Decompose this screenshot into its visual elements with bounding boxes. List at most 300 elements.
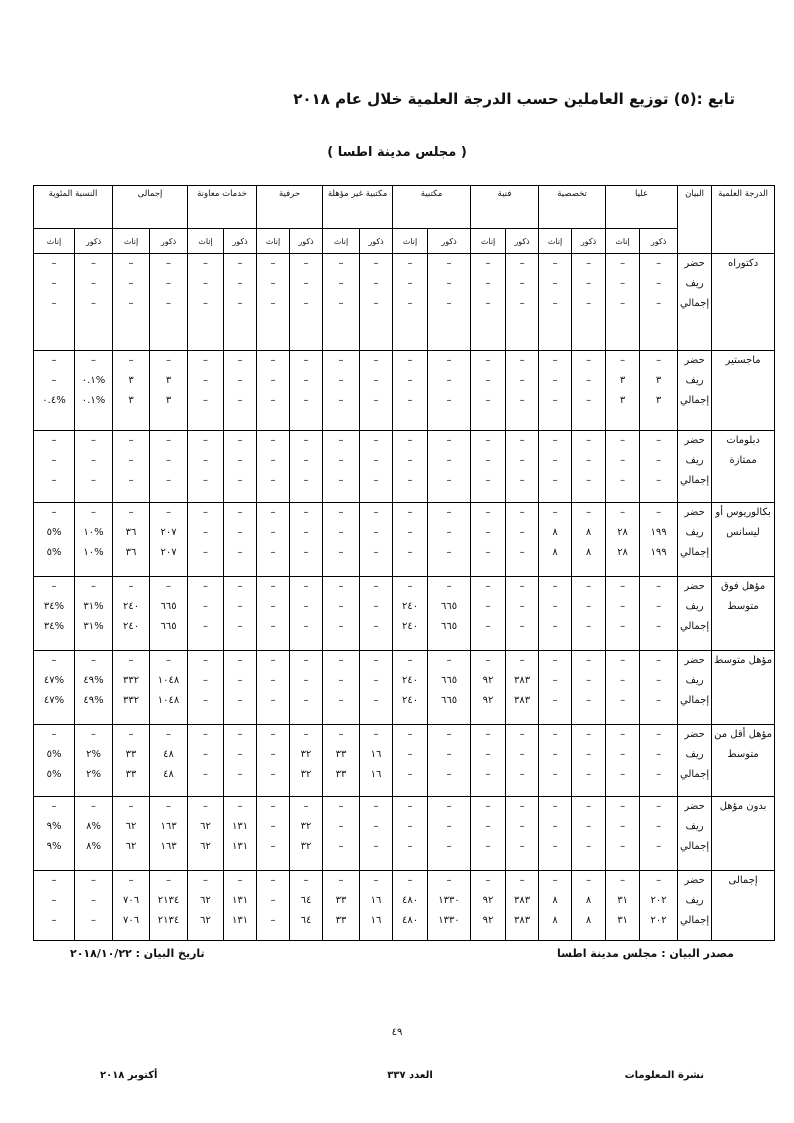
value: %٤٧	[43, 695, 65, 706]
value: –	[485, 375, 491, 386]
value-cell	[290, 351, 323, 431]
value: –	[203, 801, 209, 812]
value: –	[620, 621, 626, 632]
value: –	[303, 278, 309, 289]
value-cell	[323, 431, 360, 503]
value: ١٦٣	[160, 841, 177, 852]
value: ١٣٣٠	[438, 915, 460, 926]
value: –	[203, 298, 209, 309]
value: –	[586, 621, 592, 632]
value: –	[656, 581, 662, 592]
value-cell	[428, 651, 471, 725]
header-group: خدمات معاونة	[188, 186, 257, 229]
value: –	[338, 375, 344, 386]
value: –	[338, 435, 344, 446]
value: –	[128, 729, 134, 740]
value: –	[128, 875, 134, 886]
value: –	[586, 278, 592, 289]
value: ٨	[552, 547, 558, 558]
value-cell	[360, 254, 393, 351]
value: –	[203, 355, 209, 366]
degree-label: مؤهل أقل من متوسط	[712, 725, 775, 797]
value: –	[203, 601, 209, 612]
statement-cell	[678, 254, 712, 351]
table-row	[34, 351, 775, 431]
value: –	[446, 435, 452, 446]
value-cell	[393, 797, 428, 871]
value: –	[519, 581, 525, 592]
value: –	[270, 298, 276, 309]
value-cell	[113, 254, 150, 351]
value: –	[620, 875, 626, 886]
value: –	[166, 278, 172, 289]
value-cell	[428, 797, 471, 871]
value: –	[656, 821, 662, 832]
value: –	[446, 655, 452, 666]
value: –	[303, 601, 309, 612]
value: –	[237, 749, 243, 760]
value: %٤٧	[43, 675, 65, 686]
subheader-females: إناث	[606, 229, 640, 254]
value-cell	[75, 254, 113, 351]
value: ٣	[165, 395, 172, 406]
value: –	[203, 729, 209, 740]
value-cell	[323, 651, 360, 725]
subheader-males: ذكور	[75, 229, 113, 254]
value-cell	[323, 725, 360, 797]
value-cell	[572, 254, 606, 351]
value: –	[237, 527, 243, 538]
statement-label: ريف	[685, 749, 704, 760]
value-cell	[539, 351, 572, 431]
value-cell	[113, 725, 150, 797]
value-cell	[34, 503, 75, 577]
value: ٢٤٠	[401, 621, 419, 632]
value-cell	[150, 431, 188, 503]
value: ١٣٣٠	[438, 895, 460, 906]
value: %٥	[46, 527, 62, 538]
value: –	[237, 547, 243, 558]
value: ٣٢	[300, 749, 312, 760]
value: –	[407, 841, 413, 852]
value: ٩٢	[482, 895, 494, 906]
value-cell	[360, 577, 393, 651]
value-cell	[150, 725, 188, 797]
statement-label: ريف	[685, 601, 704, 612]
value-cell	[34, 577, 75, 651]
value: –	[446, 475, 452, 486]
value: –	[51, 475, 57, 486]
value-cell	[539, 577, 572, 651]
value: –	[338, 801, 344, 812]
value-cell	[323, 503, 360, 577]
value: –	[91, 801, 97, 812]
value: –	[407, 875, 413, 886]
value: –	[586, 749, 592, 760]
value: ١٦	[370, 915, 382, 926]
value-cell	[471, 431, 506, 503]
value: –	[338, 695, 344, 706]
value: ٣٣	[125, 749, 137, 760]
subheader-males: ذكور	[150, 229, 188, 254]
value: –	[237, 695, 243, 706]
value-cell	[113, 577, 150, 651]
value-cell	[360, 797, 393, 871]
value: –	[91, 435, 97, 446]
value: –	[338, 841, 344, 852]
value: ٦٦٥	[440, 601, 458, 612]
value: –	[270, 729, 276, 740]
value: –	[407, 821, 413, 832]
publication-name: نشرة المعلومات	[624, 1070, 704, 1081]
value: ٣٨٣	[514, 675, 531, 686]
value: –	[237, 258, 243, 269]
value: –	[446, 769, 452, 780]
value: ٤٨	[163, 749, 174, 760]
value: –	[656, 875, 662, 886]
value: ٢١٣٤	[157, 895, 180, 906]
value-cell	[75, 725, 113, 797]
value: –	[407, 278, 413, 289]
value-cell	[572, 725, 606, 797]
value-cell	[257, 431, 290, 503]
value: –	[91, 895, 97, 906]
subheader-females: إناث	[471, 229, 506, 254]
value: –	[620, 695, 626, 706]
degree-label: ماجستير	[712, 351, 775, 431]
value: –	[656, 695, 662, 706]
value-cell	[506, 577, 539, 651]
statement-label: حضر	[684, 655, 705, 666]
value-cell	[640, 577, 678, 651]
value: –	[237, 298, 243, 309]
value-cell	[150, 651, 188, 725]
value: –	[237, 675, 243, 686]
value: –	[485, 655, 491, 666]
value: –	[552, 621, 558, 632]
value: –	[586, 581, 592, 592]
value: –	[620, 355, 626, 366]
statement-label: حضر	[684, 258, 705, 269]
value: ٣٢	[300, 841, 312, 852]
value: –	[485, 475, 491, 486]
value-cell	[640, 351, 678, 431]
subheader-females: إناث	[34, 229, 75, 254]
value-cell	[290, 577, 323, 651]
value: –	[552, 695, 558, 706]
value: %٤٩	[83, 675, 104, 686]
value: ٣	[655, 395, 662, 406]
value: %٨	[86, 821, 101, 832]
value-cell	[150, 871, 188, 941]
value-cell	[323, 871, 360, 941]
value: –	[338, 475, 344, 486]
value: –	[166, 298, 172, 309]
value: –	[338, 455, 344, 466]
value-cell	[471, 725, 506, 797]
statement-label: إجمالي	[679, 475, 710, 486]
value-cell	[188, 431, 224, 503]
degree-label: بدون مؤهل	[712, 797, 775, 871]
value: –	[303, 435, 309, 446]
value-cell	[188, 871, 224, 941]
value: –	[373, 841, 379, 852]
value: –	[373, 875, 379, 886]
value: –	[338, 675, 344, 686]
value-cell	[428, 725, 471, 797]
value: –	[128, 455, 134, 466]
value-cell	[75, 431, 113, 503]
value: ٢٨	[617, 527, 628, 538]
value-cell	[606, 871, 640, 941]
value: –	[51, 507, 57, 518]
value: –	[620, 655, 626, 666]
value: –	[237, 455, 243, 466]
value: –	[586, 375, 592, 386]
value: –	[586, 355, 592, 366]
subheader-males: ذكور	[360, 229, 393, 254]
value: –	[407, 435, 413, 446]
table-row	[34, 871, 775, 941]
value: ١٣١	[231, 821, 249, 832]
value: ٦٢	[125, 821, 137, 832]
value: –	[407, 655, 413, 666]
value: –	[656, 507, 662, 518]
value-cell	[75, 577, 113, 651]
value: –	[91, 581, 97, 592]
value-cell	[224, 254, 257, 351]
value: –	[446, 395, 452, 406]
value-cell	[393, 577, 428, 651]
value-cell	[471, 797, 506, 871]
value: –	[485, 769, 491, 780]
value: %٠.٤	[42, 395, 66, 406]
subheader-males: ذكور	[640, 229, 678, 254]
statement-label: حضر	[684, 875, 705, 886]
statement-label: ريف	[685, 895, 704, 906]
value: –	[519, 729, 525, 740]
value: –	[166, 355, 172, 366]
value: –	[373, 801, 379, 812]
value-cell	[34, 797, 75, 871]
value: %٤٩	[83, 695, 104, 706]
value: –	[166, 581, 172, 592]
value-cell	[34, 351, 75, 431]
value-cell	[471, 871, 506, 941]
value: –	[586, 298, 592, 309]
value: –	[519, 841, 525, 852]
value: –	[620, 675, 626, 686]
value: ٨	[552, 915, 558, 926]
value: –	[338, 298, 344, 309]
value-cell	[188, 797, 224, 871]
value: ٣٢	[300, 821, 312, 832]
value-cell	[606, 577, 640, 651]
document-subtitle: ( مجلس مدينة اطسا )	[327, 145, 467, 160]
value: –	[270, 675, 276, 686]
value: –	[446, 801, 452, 812]
value: –	[303, 581, 309, 592]
table-row	[34, 431, 775, 503]
value: –	[620, 601, 626, 612]
value-cell	[188, 651, 224, 725]
value: –	[446, 355, 452, 366]
value: –	[203, 527, 209, 538]
table-row	[34, 577, 775, 651]
subheader-females: إناث	[257, 229, 290, 254]
value: –	[303, 475, 309, 486]
value: –	[338, 621, 344, 632]
value-cell	[290, 871, 323, 941]
value: –	[446, 298, 452, 309]
value: ٢٠٧	[160, 527, 177, 538]
value: –	[519, 655, 525, 666]
value: –	[446, 507, 452, 518]
subheader-females: إناث	[323, 229, 360, 254]
value-cell	[506, 871, 539, 941]
value: –	[407, 375, 413, 386]
value: –	[373, 258, 379, 269]
value: –	[656, 801, 662, 812]
value: –	[586, 475, 592, 486]
value-cell	[471, 577, 506, 651]
value: –	[51, 895, 57, 906]
value: –	[407, 769, 413, 780]
value: ٨	[585, 915, 592, 926]
value: –	[519, 621, 525, 632]
value: –	[620, 749, 626, 760]
value: –	[203, 769, 209, 780]
value-cell	[539, 503, 572, 577]
statement-cell	[678, 431, 712, 503]
value: –	[237, 395, 243, 406]
value-cell	[34, 725, 75, 797]
value: –	[519, 455, 525, 466]
value: ٩٢	[482, 695, 494, 706]
value: –	[552, 875, 558, 886]
statement-cell	[678, 503, 712, 577]
value: –	[303, 675, 309, 686]
statement-cell	[678, 351, 712, 431]
value: –	[656, 298, 662, 309]
data-source: مصدر البيان : مجلس مدينة اطسا	[557, 947, 734, 960]
value: –	[446, 581, 452, 592]
value: –	[166, 875, 172, 886]
value-cell	[188, 351, 224, 431]
value: %٣٤	[43, 621, 65, 632]
value: –	[519, 435, 525, 446]
header-statement: البيان	[678, 186, 712, 254]
value: –	[373, 507, 379, 518]
header-group: تخصصية	[539, 186, 606, 229]
value: –	[373, 821, 379, 832]
value: –	[620, 435, 626, 446]
value: –	[303, 527, 309, 538]
subheader-males: ذكور	[506, 229, 539, 254]
value-cell	[150, 577, 188, 651]
value: –	[656, 729, 662, 740]
value-cell	[257, 351, 290, 431]
value: –	[586, 769, 592, 780]
value: –	[270, 801, 276, 812]
value: –	[270, 395, 276, 406]
value: –	[552, 258, 558, 269]
value: ٣٦	[125, 527, 137, 538]
value: –	[51, 375, 57, 386]
value-cell	[290, 725, 323, 797]
value: ٤٨	[163, 769, 174, 780]
value-cell	[224, 503, 257, 577]
value: –	[519, 801, 525, 812]
value: –	[620, 769, 626, 780]
value: –	[656, 258, 662, 269]
value: –	[91, 729, 97, 740]
value: –	[237, 621, 243, 632]
value-cell	[150, 254, 188, 351]
value: ٢٤٠	[401, 601, 419, 612]
value: ٦٢	[200, 895, 211, 906]
value: –	[270, 655, 276, 666]
value-cell	[506, 503, 539, 577]
value: –	[338, 875, 344, 886]
value-cell	[506, 725, 539, 797]
value-cell	[428, 351, 471, 431]
statement-label: ريف	[685, 675, 704, 686]
value: –	[485, 455, 491, 466]
value-cell	[224, 431, 257, 503]
value-cell	[606, 503, 640, 577]
value: –	[485, 841, 491, 852]
value: %٥	[46, 769, 62, 780]
value: ١٣١	[231, 915, 249, 926]
value: –	[270, 355, 276, 366]
value-cell	[572, 351, 606, 431]
value: –	[51, 915, 57, 926]
value: –	[338, 355, 344, 366]
value: –	[586, 507, 592, 518]
value: –	[407, 395, 413, 406]
value: –	[656, 675, 662, 686]
value: –	[91, 875, 97, 886]
value: ٢٤٠	[401, 675, 419, 686]
value: –	[303, 355, 309, 366]
value-cell	[471, 254, 506, 351]
value-cell	[224, 725, 257, 797]
value: ٣٨٣	[514, 915, 531, 926]
degree-label: إجمالى	[712, 871, 775, 941]
value: %٣١	[83, 601, 104, 612]
value: –	[270, 581, 276, 592]
value-cell	[113, 651, 150, 725]
data-date: تاريخ البيان : ٢٠١٨/١٠/٢٢	[70, 947, 205, 960]
value: %٢	[86, 769, 101, 780]
value: –	[586, 821, 592, 832]
value-cell	[606, 797, 640, 871]
value-cell	[34, 254, 75, 351]
value-cell	[257, 577, 290, 651]
value-cell	[323, 797, 360, 871]
publication-month: أكتوبر ٢٠١٨	[100, 1070, 158, 1081]
value: –	[51, 278, 57, 289]
value: –	[203, 435, 209, 446]
value: –	[270, 435, 276, 446]
value: –	[91, 455, 97, 466]
value: ٣٢	[300, 769, 312, 780]
value: –	[237, 278, 243, 289]
value: –	[446, 278, 452, 289]
value: –	[51, 801, 57, 812]
subheader-females: إناث	[539, 229, 572, 254]
